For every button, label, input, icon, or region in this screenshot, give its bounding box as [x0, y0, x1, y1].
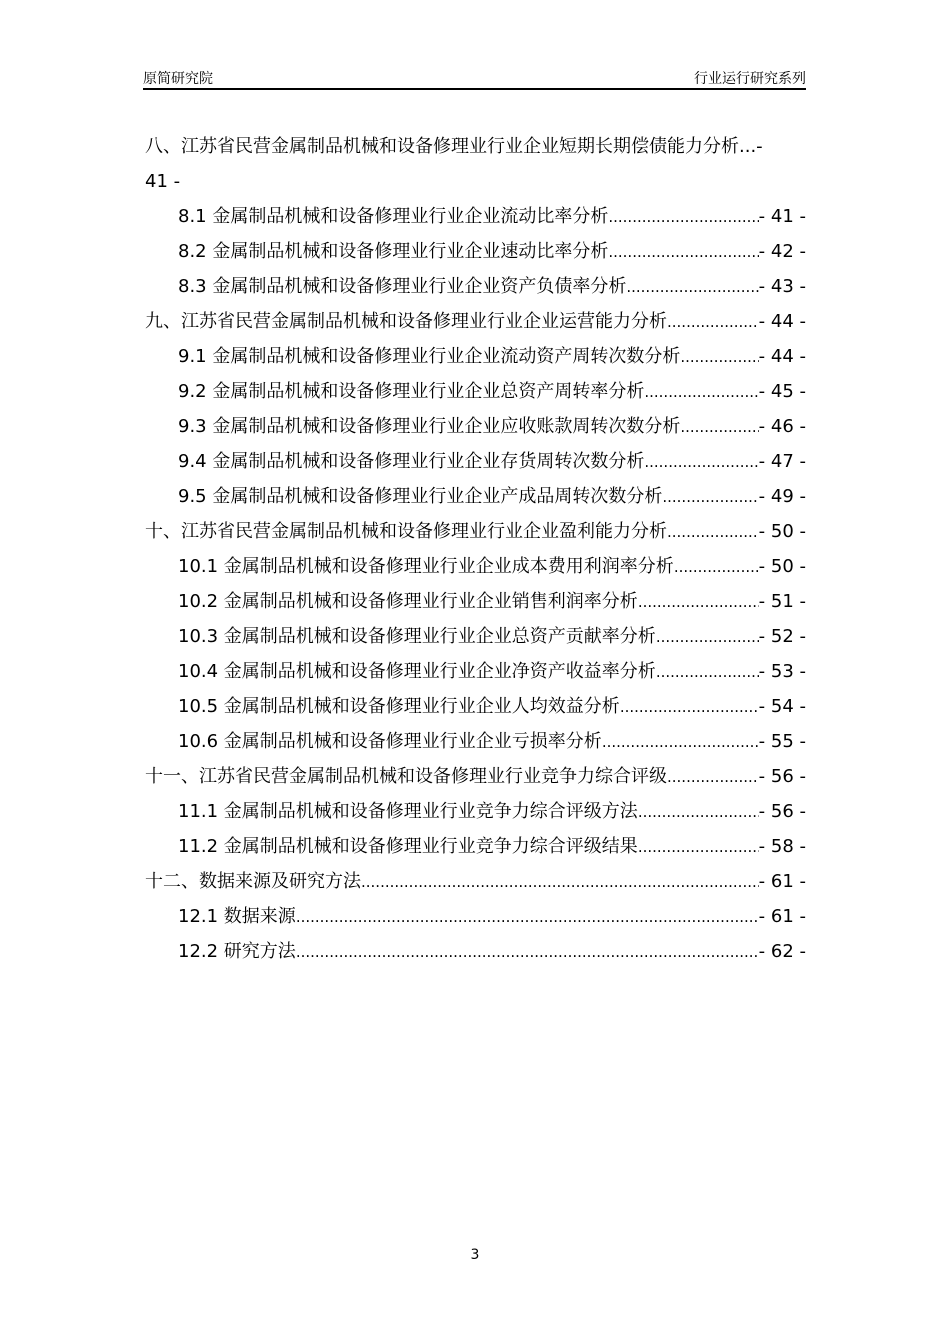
toc-entry[interactable] [145, 272, 806, 307]
toc-entry-page: - 58 - [758, 836, 806, 857]
toc-entry-title: 8.1 金属制品机械和设备修理业行业企业流动比率分析 [178, 206, 609, 227]
toc-entry-page: - 44 - [758, 346, 806, 367]
toc-entry-page: - 50 - [758, 521, 806, 542]
toc-entry[interactable] [145, 342, 806, 377]
toc-entry[interactable] [145, 867, 806, 902]
toc-entry-page: - 56 - [758, 766, 806, 787]
toc-leader-dots [680, 412, 758, 447]
toc-entry[interactable] [145, 727, 806, 762]
toc-entry-page: - 42 - [758, 241, 806, 262]
toc-entry-title: 10.3 金属制品机械和设备修理业行业企业总资产贡献率分析 [178, 626, 656, 647]
toc-entry-page: - 45 - [758, 381, 806, 402]
toc-entry-title: 十、江苏省民营金属制品机械和设备修理业行业企业盈利能力分析 [145, 521, 667, 542]
toc-leader-dots [662, 482, 758, 517]
toc-entry-title: 9.2 金属制品机械和设备修理业行业企业总资产周转率分析 [178, 381, 645, 402]
toc-entry[interactable] [145, 517, 806, 552]
toc-entry-page: - 53 - [758, 661, 806, 682]
toc-entry-title: 10.5 金属制品机械和设备修理业行业企业人均效益分析 [178, 696, 620, 717]
toc-entry[interactable] [145, 482, 806, 517]
toc-entry-title: 10.4 金属制品机械和设备修理业行业企业净资产收益率分析 [178, 661, 656, 682]
toc-leader-dots [608, 202, 758, 237]
toc-entry-page: - 47 - [758, 451, 806, 472]
toc-leader-dots [667, 307, 759, 342]
toc-entry[interactable] [145, 237, 806, 272]
toc-leader-dots [644, 447, 758, 482]
page-header [143, 68, 806, 90]
toc-leader-dots [602, 727, 759, 762]
toc-entry-title: 11.1 金属制品机械和设备修理业行业竞争力综合评级方法 [178, 801, 638, 822]
toc-entry-page: - 62 - [758, 941, 806, 962]
toc-entry[interactable] [145, 692, 806, 727]
table-of-contents [145, 132, 806, 972]
toc-leader-dots [638, 832, 759, 867]
toc-entry[interactable] [145, 902, 806, 937]
toc-leader-dots [638, 797, 759, 832]
toc-entry-page: - 46 - [758, 416, 806, 437]
toc-leader-dots [296, 902, 759, 937]
toc-leader-dots [620, 692, 759, 727]
toc-entry[interactable] [145, 587, 806, 622]
toc-entry-title: 九、江苏省民营金属制品机械和设备修理业行业企业运营能力分析 [145, 311, 667, 332]
toc-leader-dots [361, 867, 759, 902]
toc-entry-title: 9.4 金属制品机械和设备修理业行业企业存货周转次数分析 [178, 451, 645, 472]
toc-entry[interactable] [145, 552, 806, 587]
toc-entry-title: 12.2 研究方法 [178, 941, 296, 962]
toc-entry-title: 10.2 金属制品机械和设备修理业行业企业销售利润率分析 [178, 591, 638, 612]
toc-entry[interactable] [145, 937, 806, 972]
header-right: 行业运行研究系列 [694, 71, 806, 87]
toc-entry-title: 9.3 金属制品机械和设备修理业行业企业应收账款周转次数分析 [178, 416, 681, 437]
toc-entry-page: - 61 - [758, 871, 806, 892]
toc-leader-dots [656, 622, 759, 657]
toc-leader-dots [680, 342, 758, 377]
toc-entry-page: - 54 - [758, 696, 806, 717]
toc-entry[interactable] [145, 132, 806, 167]
header-left: 原简研究院 [143, 71, 213, 87]
toc-entry[interactable] [145, 797, 806, 832]
toc-entry-page: - 55 - [758, 731, 806, 752]
toc-leader-dots [667, 762, 759, 797]
toc-entry-page: - 44 - [758, 311, 806, 332]
toc-entry-title: 8.2 金属制品机械和设备修理业行业企业速动比率分析 [178, 241, 609, 262]
toc-entry-page: - 50 - [758, 556, 806, 577]
toc-entry-title: 9.5 金属制品机械和设备修理业行业企业产成品周转次数分析 [178, 486, 663, 507]
toc-entry-continuation[interactable] [145, 167, 806, 202]
toc-entry-title: 10.1 金属制品机械和设备修理业行业企业成本费用利润率分析 [178, 556, 674, 577]
toc-entry-title: 11.2 金属制品机械和设备修理业行业竞争力综合评级结果 [178, 836, 638, 857]
toc-entry[interactable] [145, 307, 806, 342]
toc-entry-page: - 56 - [758, 801, 806, 822]
toc-leader-dots [626, 272, 758, 307]
toc-entry[interactable] [145, 412, 806, 447]
toc-leader-dots [608, 237, 758, 272]
toc-entry-page: - 49 - [758, 486, 806, 507]
toc-leader-dots [674, 552, 759, 587]
toc-entry[interactable] [145, 447, 806, 482]
toc-entry[interactable] [145, 832, 806, 867]
toc-leader-dots [638, 587, 759, 622]
toc-entry-page: - 52 - [758, 626, 806, 647]
toc-entry-page: - 43 - [758, 276, 806, 297]
toc-leader-dots [296, 937, 759, 972]
page-number: 3 [470, 1247, 480, 1263]
toc-entry[interactable] [145, 657, 806, 692]
toc-entry[interactable] [145, 762, 806, 797]
toc-entry-page: - 51 - [758, 591, 806, 612]
toc-entry-title: 十一、江苏省民营金属制品机械和设备修理业行业竞争力综合评级 [145, 766, 667, 787]
toc-entry[interactable] [145, 202, 806, 237]
toc-entry-title: 10.6 金属制品机械和设备修理业行业企业亏损率分析 [178, 731, 602, 752]
toc-entry-page: - 61 - [758, 906, 806, 927]
toc-leader-dots [656, 657, 759, 692]
toc-entry-title: 12.1 数据来源 [178, 906, 296, 927]
toc-leader-dots [667, 517, 759, 552]
toc-entry-title: 8.3 金属制品机械和设备修理业行业企业资产负债率分析 [178, 276, 627, 297]
toc-entry[interactable] [145, 622, 806, 657]
toc-entry-title: 八、江苏省民营金属制品机械和设备修理业行业企业短期长期偿债能力分析 [145, 136, 739, 157]
toc-entry-leader: ...- [739, 136, 763, 157]
toc-leader-dots [644, 377, 758, 412]
toc-entry-title: 9.1 金属制品机械和设备修理业行业企业流动资产周转次数分析 [178, 346, 681, 367]
toc-entry-title: 十二、数据来源及研究方法 [145, 871, 361, 892]
toc-entry-page: - 41 - [758, 206, 806, 227]
toc-entry[interactable] [145, 377, 806, 412]
toc-entry-page: 41 - [145, 171, 181, 192]
